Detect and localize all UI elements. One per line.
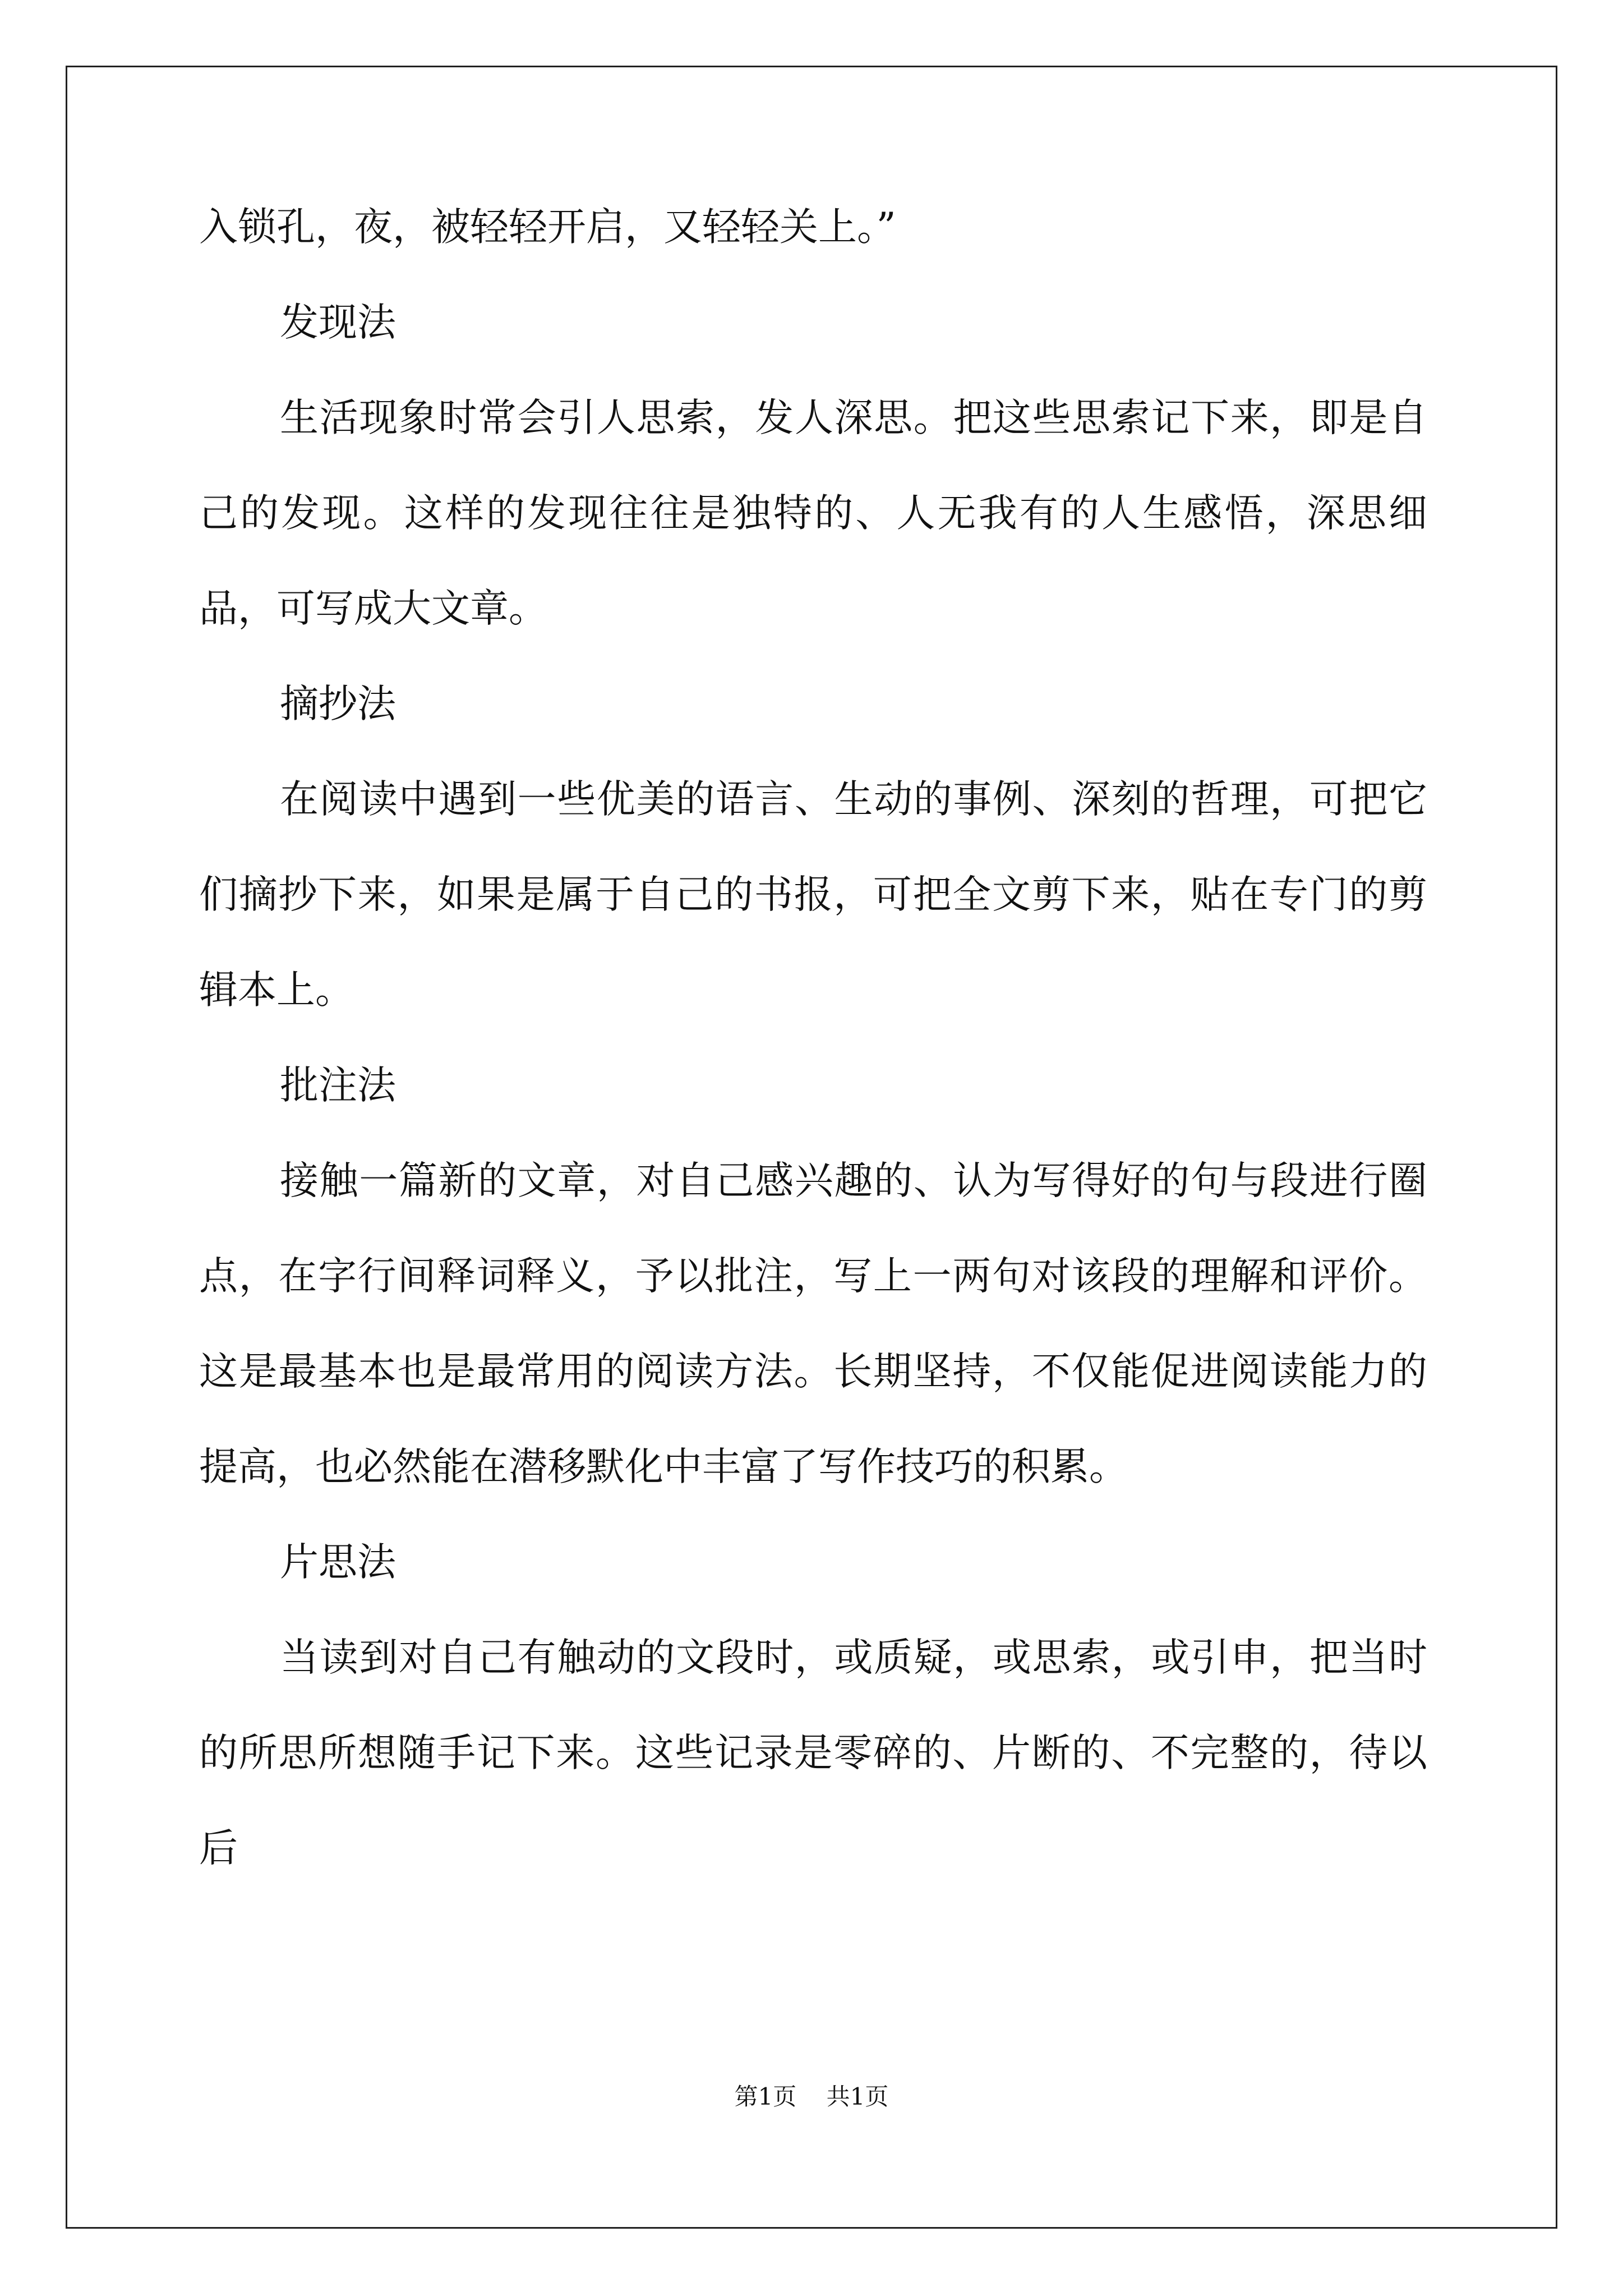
page-total: 共1页	[826, 2083, 889, 2110]
section-heading: 批注法	[280, 1063, 396, 1108]
section-heading: 片思法	[280, 1540, 396, 1585]
paragraph: 生活现象时常会引人思索，发人深思。把这些思索记下来，即是自己的发现。这样的发现往往是独特的、人无我有的人生感悟，深思细品，可写成大文章。	[199, 395, 1427, 631]
paragraph: 接触一篇新的文章，对自己感兴趣的、认为写得好的句与段进行圈点，在字行间释词释义，予以批注，写上一两句对该段的理解和评价。这是最基本也是最常用的阅读方法。长期坚持，不仅能促进阅读能力的提高，也必然能在潜移默化中丰富了写作技巧的积累。	[199, 1158, 1427, 1489]
page-footer	[0, 2078, 1623, 2112]
paragraph: 在阅读中遇到一些优美的语言、生动的事例、深刻的哲理，可把它们摘抄下来，如果是属于自己的书报，可把全文剪下来，贴在专门的剪辑本上。	[199, 777, 1427, 1013]
document-body	[199, 180, 1427, 1896]
paragraph: 入锁孔，夜，被轻轻开启，又轻轻关上。”	[199, 205, 896, 250]
paragraph: 当读到对自己有触动的文段时，或质疑，或思索，或引申，把当时的所思所想随手记下来。这些记录是零碎的、片断的、不完整的，待以后	[199, 1635, 1427, 1871]
page-number: 第1页	[734, 2083, 797, 2110]
section-heading: 摘抄法	[280, 682, 396, 726]
section-heading: 发现法	[280, 300, 396, 345]
